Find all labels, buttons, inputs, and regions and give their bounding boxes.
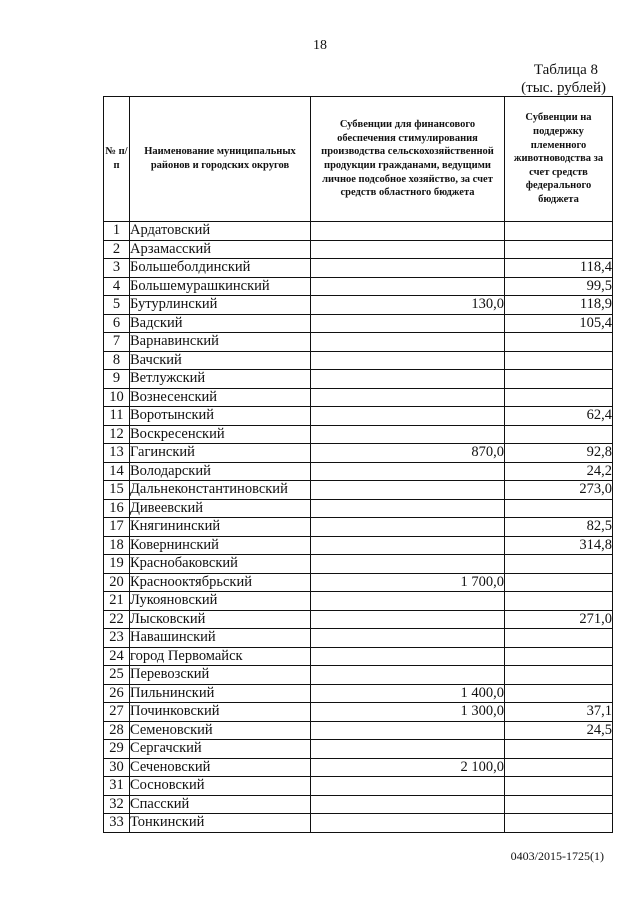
row-number: 27 [104,703,130,722]
row-number: 6 [104,314,130,333]
regional-subsidy-value [311,259,505,278]
table-row [104,333,613,352]
subsidy-table [103,96,613,833]
district-name: Краснобаковский [130,555,311,574]
row-number: 28 [104,721,130,740]
table-row [104,351,613,370]
row-number: 16 [104,499,130,518]
row-number: 32 [104,795,130,814]
regional-subsidy-value [311,610,505,629]
regional-subsidy-value [311,499,505,518]
district-name: Сосновский [130,777,311,796]
regional-subsidy-value [311,333,505,352]
regional-subsidy-value [311,240,505,259]
district-name: Ардатовский [130,222,311,241]
row-number: 15 [104,481,130,500]
regional-subsidy-value [311,536,505,555]
federal-subsidy-value: 118,9 [505,296,613,315]
district-name: Тонкинский [130,814,311,833]
table-row [104,814,613,833]
header-num: № п/п [104,97,130,222]
district-name: Пильнинский [130,684,311,703]
federal-subsidy-value: 92,8 [505,444,613,463]
regional-subsidy-value: 2 100,0 [311,758,505,777]
federal-subsidy-value [505,758,613,777]
table-row [104,795,613,814]
table-body [104,222,613,833]
regional-subsidy-value: 870,0 [311,444,505,463]
table-row [104,425,613,444]
row-number: 19 [104,555,130,574]
federal-subsidy-value: 37,1 [505,703,613,722]
row-number: 9 [104,370,130,389]
row-number: 5 [104,296,130,315]
district-name: Вадский [130,314,311,333]
row-number: 31 [104,777,130,796]
district-name: Ветлужский [130,370,311,389]
federal-subsidy-value [505,499,613,518]
document-code: 0403/2015-1725(1) [510,849,604,863]
federal-subsidy-value: 273,0 [505,481,613,500]
district-name: Сеченовский [130,758,311,777]
district-name: Спасский [130,795,311,814]
row-number: 3 [104,259,130,278]
row-number: 4 [104,277,130,296]
row-number: 33 [104,814,130,833]
table-row [104,573,613,592]
regional-subsidy-value [311,425,505,444]
district-name: Лысковский [130,610,311,629]
header-name: Наименование муниципальных районов и городских округов [130,97,311,222]
district-name: Ковернинский [130,536,311,555]
page-number: 18 [313,38,327,53]
federal-subsidy-value [505,573,613,592]
row-number: 12 [104,425,130,444]
federal-subsidy-value [505,684,613,703]
table-row [104,444,613,463]
district-name: Варнавинский [130,333,311,352]
federal-subsidy-value: 24,5 [505,721,613,740]
table-row [104,592,613,611]
table-label: Таблица 8 [533,62,598,78]
district-name: Гагинский [130,444,311,463]
district-name: Большеболдинский [130,259,311,278]
table-row [104,462,613,481]
table-row [104,499,613,518]
row-number: 7 [104,333,130,352]
district-name: Дальнеконстантиновский [130,481,311,500]
header-federal-subsidy: Субвенции на поддержку племенного животноводства за счет средств федерального бюджета [505,97,613,222]
district-name: Вачский [130,351,311,370]
table-row [104,666,613,685]
row-number: 21 [104,592,130,611]
district-name: Воротынский [130,407,311,426]
federal-subsidy-value: 82,5 [505,518,613,537]
row-number: 1 [104,222,130,241]
row-number: 24 [104,647,130,666]
table-row [104,314,613,333]
regional-subsidy-value [311,555,505,574]
regional-subsidy-value [311,314,505,333]
district-name: Навашинский [130,629,311,648]
table-row [104,703,613,722]
table-row [104,277,613,296]
regional-subsidy-value [311,462,505,481]
table-row [104,647,613,666]
regional-subsidy-value: 1 400,0 [311,684,505,703]
row-number: 25 [104,666,130,685]
federal-subsidy-value: 118,4 [505,259,613,278]
table-row [104,296,613,315]
federal-subsidy-value [505,629,613,648]
federal-subsidy-value [505,666,613,685]
regional-subsidy-value: 1 300,0 [311,703,505,722]
federal-subsidy-value [505,555,613,574]
federal-subsidy-value [505,333,613,352]
table-row [104,518,613,537]
row-number: 2 [104,240,130,259]
federal-subsidy-value: 271,0 [505,610,613,629]
district-name: Воскресенский [130,425,311,444]
federal-subsidy-value: 314,8 [505,536,613,555]
table-header-row [104,97,613,222]
regional-subsidy-value [311,666,505,685]
district-name: Починковский [130,703,311,722]
row-number: 29 [104,740,130,759]
federal-subsidy-value: 99,5 [505,277,613,296]
row-number: 17 [104,518,130,537]
federal-subsidy-value [505,425,613,444]
federal-subsidy-value [505,370,613,389]
row-number: 23 [104,629,130,648]
federal-subsidy-value [505,740,613,759]
row-number: 10 [104,388,130,407]
table-row [104,240,613,259]
regional-subsidy-value [311,814,505,833]
regional-subsidy-value [311,777,505,796]
district-name: Володарский [130,462,311,481]
federal-subsidy-value [505,592,613,611]
row-number: 22 [104,610,130,629]
regional-subsidy-value [311,370,505,389]
federal-subsidy-value [505,647,613,666]
federal-subsidy-value [505,795,613,814]
district-name: Сергачский [130,740,311,759]
regional-subsidy-value [311,277,505,296]
regional-subsidy-value [311,351,505,370]
header-regional-subsidy: Субвенции для финансового обеспечения стимулирования производства сельскохозяйственной продукции гражданами, ведущими личное подсобное хозяйство, за счет средств областного бюджета [311,97,505,222]
district-name: Перевозский [130,666,311,685]
row-number: 30 [104,758,130,777]
district-name: Семеновский [130,721,311,740]
federal-subsidy-value [505,240,613,259]
row-number: 11 [104,407,130,426]
district-name: город Первомайск [130,647,311,666]
table-row [104,777,613,796]
row-number: 18 [104,536,130,555]
row-number: 13 [104,444,130,463]
regional-subsidy-value: 130,0 [311,296,505,315]
row-number: 14 [104,462,130,481]
district-name: Арзамасский [130,240,311,259]
row-number: 8 [104,351,130,370]
row-number: 20 [104,573,130,592]
federal-subsidy-value: 105,4 [505,314,613,333]
regional-subsidy-value [311,629,505,648]
table-row [104,629,613,648]
regional-subsidy-value [311,481,505,500]
federal-subsidy-value [505,777,613,796]
table-row [104,721,613,740]
regional-subsidy-value [311,740,505,759]
federal-subsidy-value: 24,2 [505,462,613,481]
regional-subsidy-value: 1 700,0 [311,573,505,592]
regional-subsidy-value [311,795,505,814]
district-name: Дивеевский [130,499,311,518]
regional-subsidy-value [311,647,505,666]
table-row [104,740,613,759]
table-row [104,610,613,629]
district-name: Краснооктябрьский [130,573,311,592]
table-row [104,481,613,500]
units-label: (тыс. рублей) [521,80,606,96]
district-name: Бутурлинский [130,296,311,315]
table-row [104,758,613,777]
district-name: Княгининский [130,518,311,537]
table-row [104,407,613,426]
district-name: Вознесенский [130,388,311,407]
regional-subsidy-value [311,518,505,537]
federal-subsidy-value [505,814,613,833]
table-row [104,222,613,241]
table-row [104,388,613,407]
table-row [104,536,613,555]
regional-subsidy-value [311,222,505,241]
regional-subsidy-value [311,592,505,611]
district-name: Лукояновский [130,592,311,611]
row-number: 26 [104,684,130,703]
table-row [104,370,613,389]
regional-subsidy-value [311,407,505,426]
federal-subsidy-value: 62,4 [505,407,613,426]
table-row [104,259,613,278]
federal-subsidy-value [505,388,613,407]
table-row [104,555,613,574]
table-row [104,684,613,703]
federal-subsidy-value [505,351,613,370]
regional-subsidy-value [311,721,505,740]
regional-subsidy-value [311,388,505,407]
federal-subsidy-value [505,222,613,241]
district-name: Большемурашкинский [130,277,311,296]
